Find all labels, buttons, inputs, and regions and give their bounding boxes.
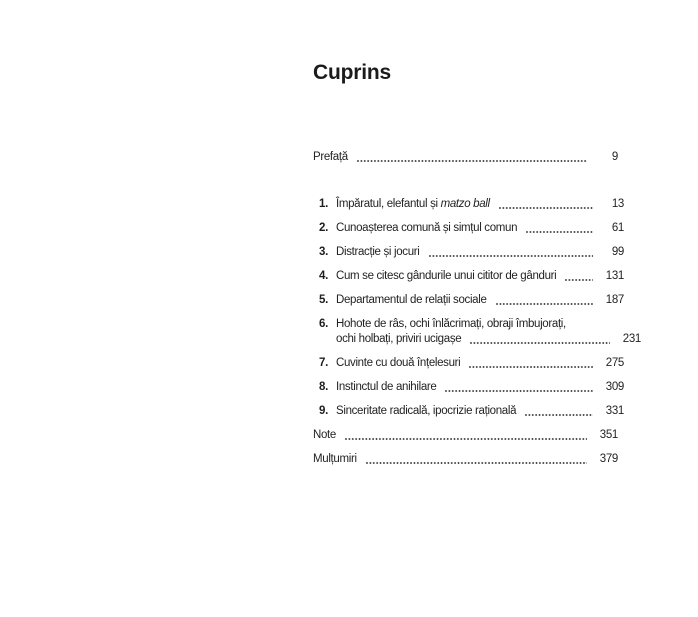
toc-row-chapter-8	[313, 380, 624, 396]
toc-page-number: 13	[611, 197, 624, 210]
dot-leader	[496, 303, 593, 305]
dot-leader	[429, 255, 593, 257]
chapter-number: 5.	[319, 293, 328, 306]
chapter-number: 1.	[319, 197, 328, 210]
toc-page-number: 9	[611, 151, 618, 163]
dot-leader	[357, 160, 587, 162]
page-title: Cuprins	[313, 61, 391, 84]
toc-page-number: 99	[611, 245, 624, 258]
dot-leader	[445, 390, 593, 392]
dot-leader	[469, 366, 593, 368]
toc-row-chapter-6-line2	[313, 332, 641, 348]
toc-page-number: 331	[605, 405, 624, 417]
chapter-title: Cuvinte cu două înțelesuri	[336, 357, 461, 369]
chapter-title: Hohote de râs, ochi înlăcrimați, obraji îmbujorați,	[336, 317, 566, 330]
back-matter-list	[313, 428, 618, 468]
toc-entry-label: Mulțumiri	[313, 453, 357, 465]
toc-page-number: 187	[605, 293, 624, 306]
chapter-number: 9.	[319, 405, 328, 417]
toc-row-chapter-5	[313, 293, 624, 309]
toc-row-chapter-3	[313, 245, 624, 261]
dot-leader	[526, 231, 593, 233]
chapter-number: 8.	[319, 381, 328, 393]
chapter-title	[336, 197, 490, 213]
dot-leader	[470, 342, 610, 344]
toc-page-number: 61	[611, 221, 624, 234]
dot-leader	[345, 438, 587, 440]
toc-row-chapter-9	[313, 404, 624, 420]
table-of-contents	[313, 0, 641, 476]
chapter-number: 7.	[319, 357, 328, 369]
toc-row-chapter-4	[313, 269, 624, 285]
chapter-title-italic: matzo ball	[440, 197, 490, 210]
chapter-title: Cunoașterea comună și simțul comun	[336, 221, 518, 234]
chapter-number: 2.	[319, 221, 328, 234]
toc-entry-label: Prefață	[313, 151, 348, 163]
toc-row-multumiri	[313, 452, 618, 468]
chapter-title: Sinceritate radicală, ipocrizie rațională	[336, 405, 517, 417]
toc-page-number: 131	[605, 269, 624, 282]
toc-row-chapter-7	[313, 356, 624, 372]
chapter-number: 3.	[319, 245, 328, 258]
toc-page-number: 309	[605, 381, 624, 393]
chapter-number: 6.	[319, 317, 328, 330]
dot-leader	[525, 414, 593, 416]
chapter-list	[313, 197, 641, 420]
toc-row-chapter-1	[313, 197, 624, 213]
chapter-title-continued: ochi holbați, priviri ucigașe	[336, 333, 462, 345]
dot-leader	[366, 462, 587, 464]
dot-leader	[565, 279, 593, 281]
chapter-title: Instinctul de anihilare	[336, 381, 437, 393]
toc-entry-label: Note	[313, 429, 336, 441]
toc-row-note	[313, 428, 618, 444]
chapter-title: Distracție și jocuri	[336, 245, 420, 258]
chapter-title: Cum se citesc gândurile unui cititor de gânduri	[336, 269, 557, 282]
dot-leader	[499, 207, 593, 209]
toc-row-preface	[313, 150, 618, 166]
toc-page-number: 379	[599, 453, 618, 465]
toc-page-number: 351	[599, 429, 618, 441]
toc-row-chapter-6-line1	[313, 317, 624, 333]
chapter-title-text: Împăratul, elefantul și	[336, 197, 441, 210]
chapter-title: Departamentul de relații sociale	[336, 293, 487, 306]
chapter-number: 4.	[319, 269, 328, 282]
toc-row-chapter-2	[313, 221, 624, 237]
toc-page-number: 275	[605, 357, 624, 369]
toc-page-number: 231	[622, 333, 641, 345]
